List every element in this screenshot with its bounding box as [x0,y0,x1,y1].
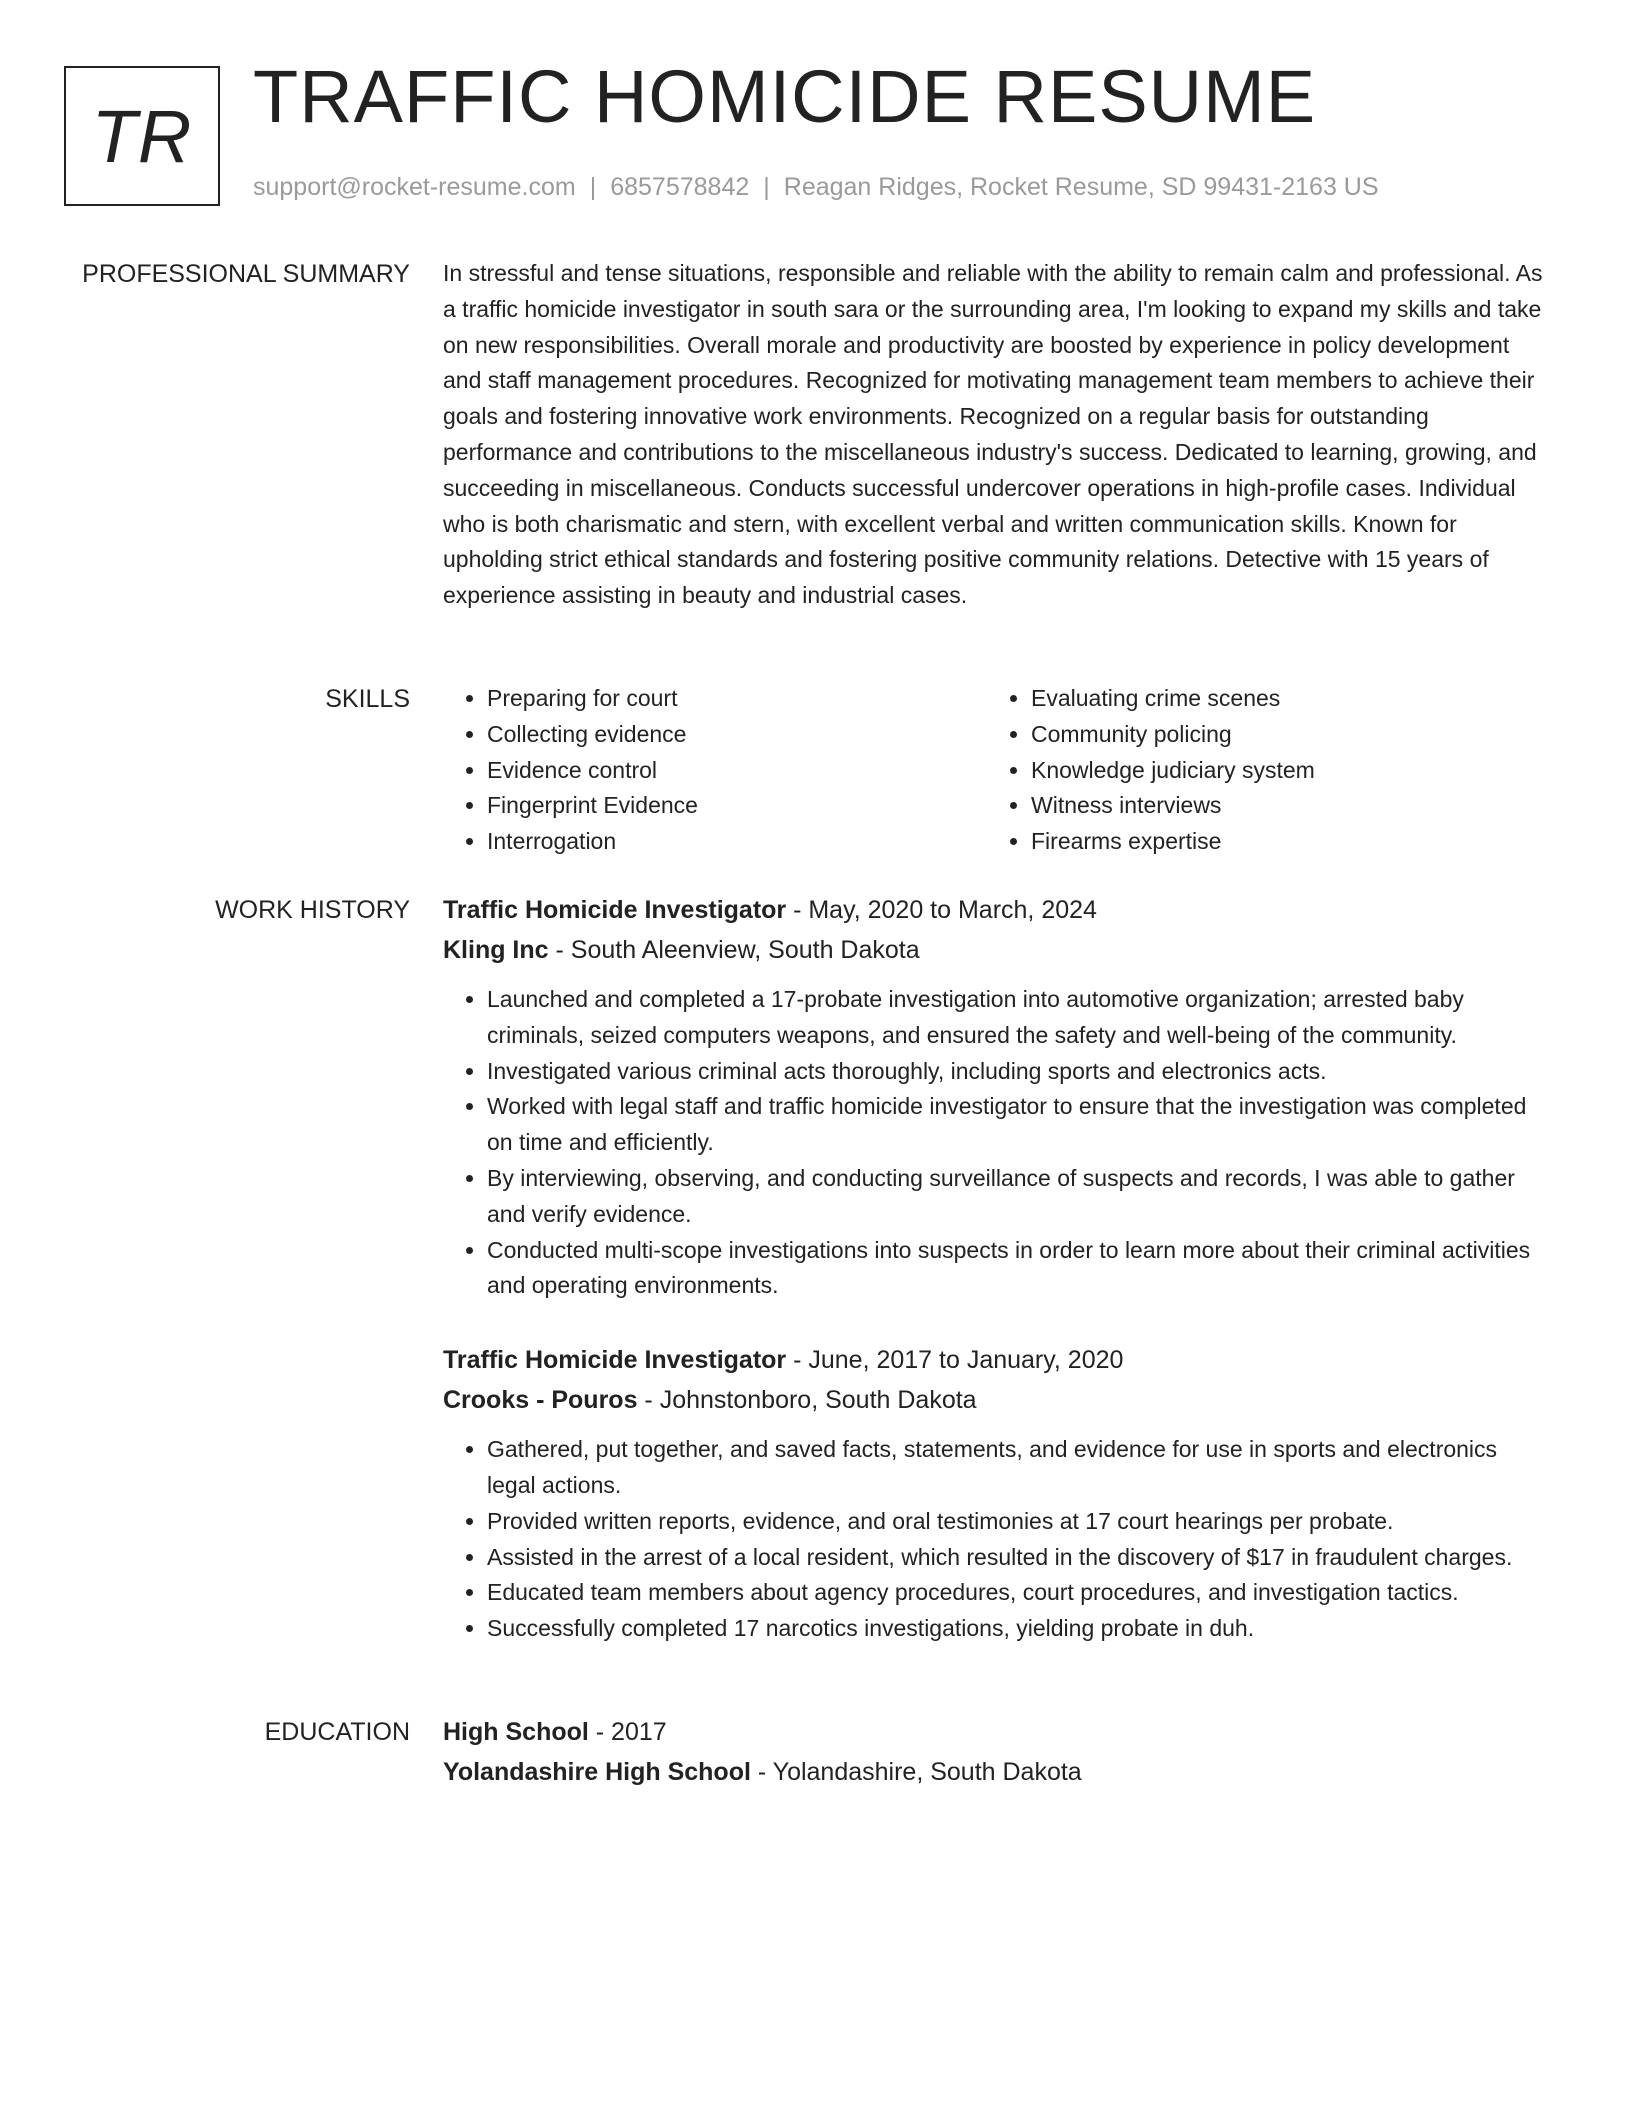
job-bullets [443,982,1543,1304]
company-name: Kling Inc [443,936,549,964]
job-bullet: • Assisted in the arrest of a local resident, which resulted in the discovery of $17 in fraudulent charges. [487,1540,1543,1576]
work-history-body [443,890,1543,1683]
job-dates: - May, 2020 to March, 2024 [786,896,1097,924]
job-bullet: • Launched and completed a 17-probate investigation into automotive organization; arrested baby criminals, seized computers weapons, and ensured the safety and well-being of the community. [487,982,1543,1054]
education-body [443,1712,1543,1792]
skill-item: • Interrogation [487,824,987,860]
skill-item: • Collecting evidence [487,717,987,753]
company-location: - South Aleenview, South Dakota [548,936,920,964]
education-location: - Yolandashire, South Dakota [750,1758,1082,1786]
contact-line [253,173,1379,202]
section-label-work: WORK HISTORY [215,896,410,924]
company-line [443,1380,1543,1420]
summary-text: In stressful and tense situations, responsible and reliable with the ability to remain calm and professional. As a traffic homicide investigator in south sara or the surrounding area, I'm looking to expand my skills and take on new responsibilities. Overall morale and productivity are boosted by experience in policy development and staff management procedures. Recognized for motivating management team members to achieve their goals and fostering innovative work environments. Recognized on a regular basis for outstanding performance and contributions to the miscellaneous industry's success. Dedicated to learning, growing, and succeeding in miscellaneous. Conducts successful undercover operations in high-profile cases. Individual who is both charismatic and stern, with excellent verbal and written communication skills. Known for upholding strict ethical standards and fostering positive community relations. Detective with 15 years of experience assisting in beauty and industrial cases. [443,260,1543,609]
job-entry [443,1340,1543,1647]
skill-item: • Witness interviews [1031,788,1531,824]
job-title: Traffic Homicide Investigator [443,896,787,924]
education-year: - 2017 [588,1718,667,1746]
education-degree-line [443,1712,1543,1752]
contact-separator: | [589,173,597,201]
job-bullets [443,1432,1543,1647]
skill-item: • Preparing for court [487,681,987,717]
skill-item: • Evaluating crime scenes [1031,681,1531,717]
skill-item: • Evidence control [487,753,987,789]
monogram-box [64,66,220,206]
skills-body [443,681,1543,860]
contact-phone[interactable]: 6857578842 [610,173,750,201]
job-bullet: • Educated team members about agency procedures, court procedures, and investigation tactics. [487,1575,1543,1611]
resume-title: TRAFFIC HOMICIDE RESUME [253,55,1317,138]
job-title: Traffic Homicide Investigator [443,1346,787,1375]
skill-item: • Firearms expertise [1031,824,1531,860]
skills-list-left [443,681,987,860]
section-label-education: EDUCATION [264,1718,410,1746]
skills-columns [443,681,1543,860]
section-label-summary: PROFESSIONAL SUMMARY [82,260,410,288]
contact-email[interactable]: support@rocket-resume.com [253,173,576,201]
job-entry [443,890,1543,1304]
job-title-line [443,1340,1543,1380]
skill-item: • Community policing [1031,717,1531,753]
company-name: Crooks - Pouros [443,1386,638,1415]
company-line [443,930,1543,970]
job-bullet: • Successfully completed 17 narcotics investigations, yielding probate in duh. [487,1611,1543,1647]
company-location: - Johnstonboro, South Dakota [637,1386,977,1415]
job-bullet: • Conducted multi-scope investigations into suspects in order to learn more about their criminal activities and operating environments. [487,1233,1543,1305]
job-bullet: • Investigated various criminal acts thoroughly, including sports and electronics acts. [487,1054,1543,1090]
skill-item: • Fingerprint Evidence [487,788,987,824]
education-school: Yolandashire High School [443,1758,751,1786]
contact-address: Reagan Ridges, Rocket Resume, SD 99431-2163 US [783,173,1379,201]
job-bullet: • Gathered, put together, and saved facts, statements, and evidence for use in sports and electronics legal actions. [487,1432,1543,1504]
job-bullet: • By interviewing, observing, and conducting surveillance of suspects and records, I was able to gather and verify evidence. [487,1161,1543,1233]
skills-list-right [987,681,1531,860]
job-bullet: • Worked with legal staff and traffic homicide investigator to ensure that the investigation was completed on time and efficiently. [487,1089,1543,1161]
summary-body [443,256,1543,614]
skill-item: • Knowledge judiciary system [1031,753,1531,789]
contact-separator: | [763,173,770,201]
section-label-skills: SKILLS [325,685,410,713]
job-bullet: • Provided written reports, evidence, and oral testimonies at 17 court hearings per probate. [487,1504,1543,1540]
monogram-initials: TR [91,94,193,178]
education-degree: High School [443,1718,589,1746]
education-school-line [443,1752,1543,1792]
job-dates: - June, 2017 to January, 2020 [786,1346,1124,1375]
job-title-line [443,890,1543,930]
